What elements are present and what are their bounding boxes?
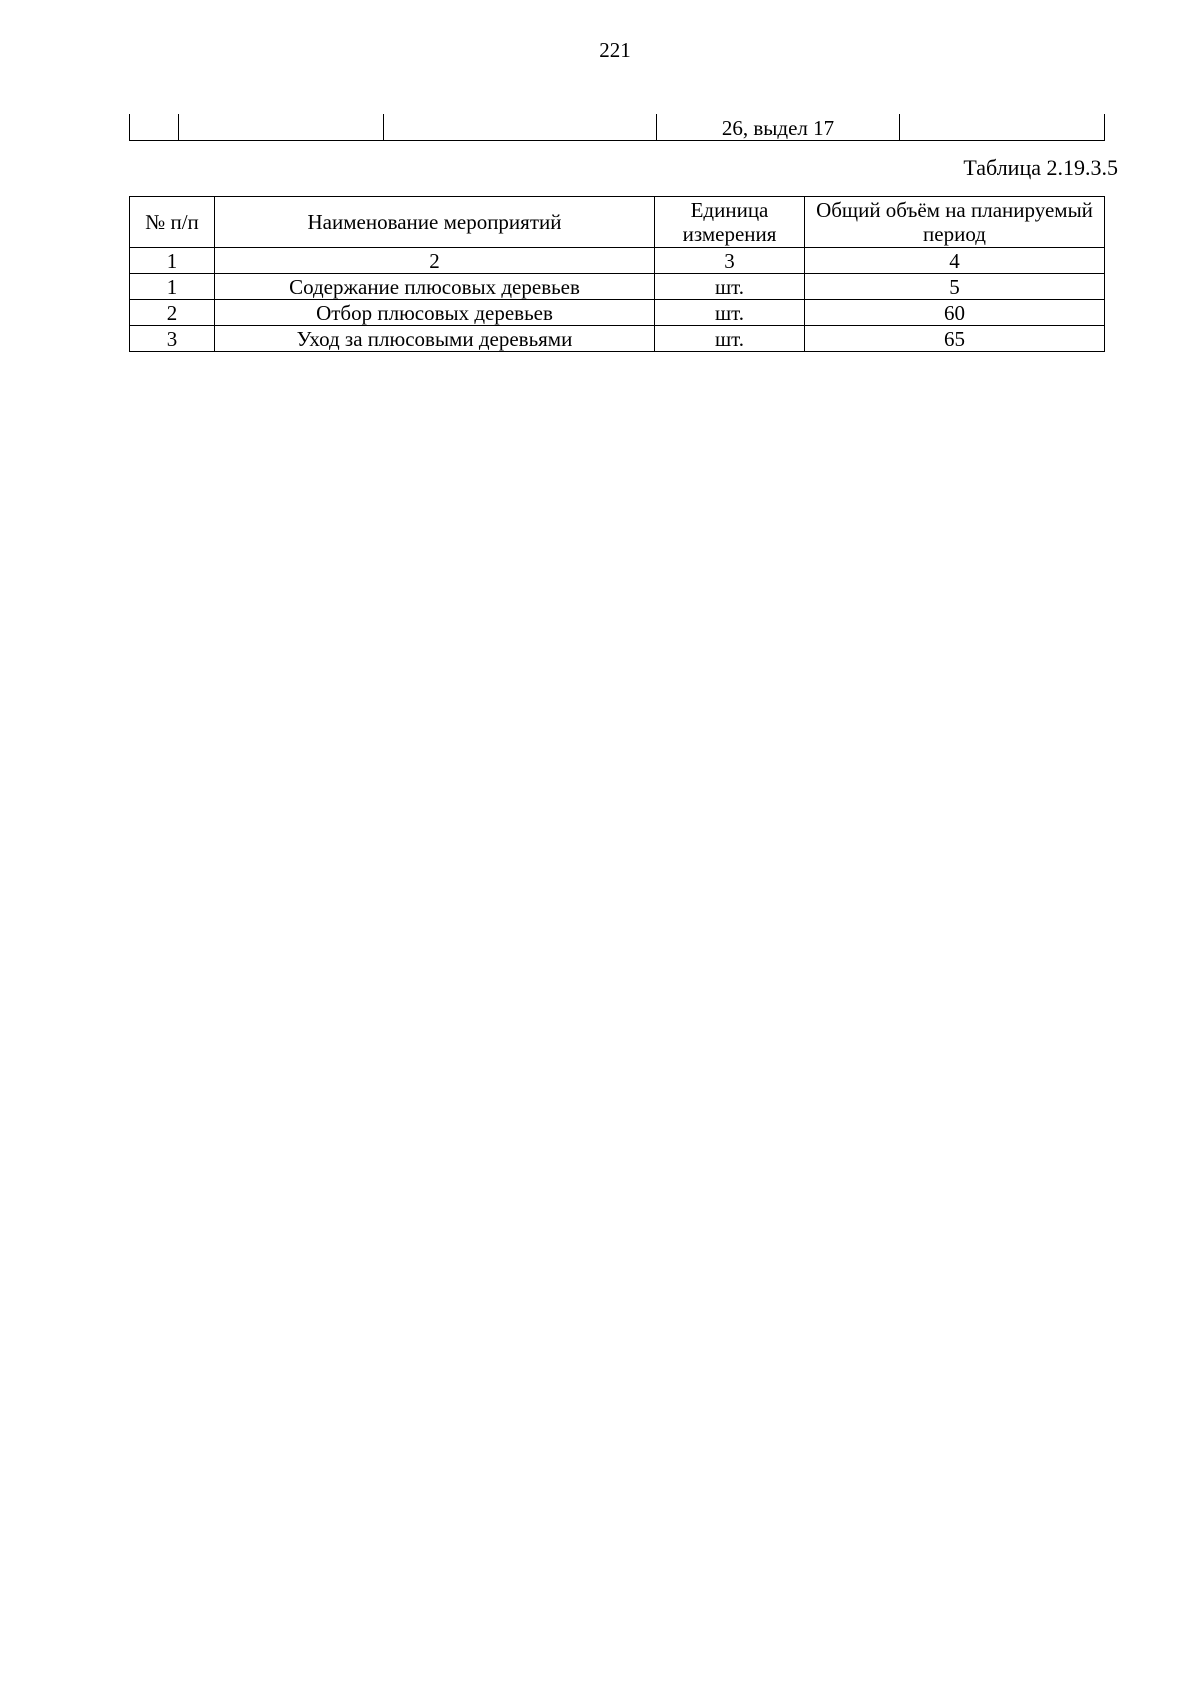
table-cell: 2 bbox=[215, 248, 655, 274]
table-cell bbox=[900, 114, 1105, 141]
measures-table bbox=[129, 196, 1105, 352]
table-row bbox=[130, 326, 1105, 352]
header-measure-name: Наименование мероприятий bbox=[215, 197, 655, 248]
table-row bbox=[130, 114, 1105, 141]
table-header-row bbox=[130, 197, 1105, 248]
table-cell: 3 bbox=[130, 326, 215, 352]
table-cell: 4 bbox=[805, 248, 1105, 274]
table-cell: 26, выдел 17 bbox=[657, 114, 900, 141]
table-cell: 1 bbox=[130, 248, 215, 274]
table-cell: 1 bbox=[130, 274, 215, 300]
column-number-row bbox=[130, 248, 1105, 274]
table-cell bbox=[130, 114, 179, 141]
table-cell: шт. bbox=[655, 326, 805, 352]
continued-table-fragment bbox=[129, 114, 1105, 141]
table-row bbox=[130, 300, 1105, 326]
table-cell: шт. bbox=[655, 300, 805, 326]
table-row bbox=[130, 274, 1105, 300]
header-unit: Единица измерения bbox=[655, 197, 805, 248]
table-cell bbox=[179, 114, 384, 141]
table-cell: 2 bbox=[130, 300, 215, 326]
header-number: № п/п bbox=[130, 197, 215, 248]
table-cell: шт. bbox=[655, 274, 805, 300]
table-cell: Отбор плюсовых деревьев bbox=[215, 300, 655, 326]
table-cell: Содержание плюсовых деревьев bbox=[215, 274, 655, 300]
table-cell: 60 bbox=[805, 300, 1105, 326]
table-cell: Уход за плюсовыми деревьями bbox=[215, 326, 655, 352]
table-cell: 65 bbox=[805, 326, 1105, 352]
page-number: 221 bbox=[599, 38, 631, 62]
header-total-volume: Общий объём на планируемый период bbox=[805, 197, 1105, 248]
table-cell: 3 bbox=[655, 248, 805, 274]
table-caption: Таблица 2.19.3.5 bbox=[963, 155, 1118, 180]
table-cell: 5 bbox=[805, 274, 1105, 300]
table-cell bbox=[384, 114, 657, 141]
